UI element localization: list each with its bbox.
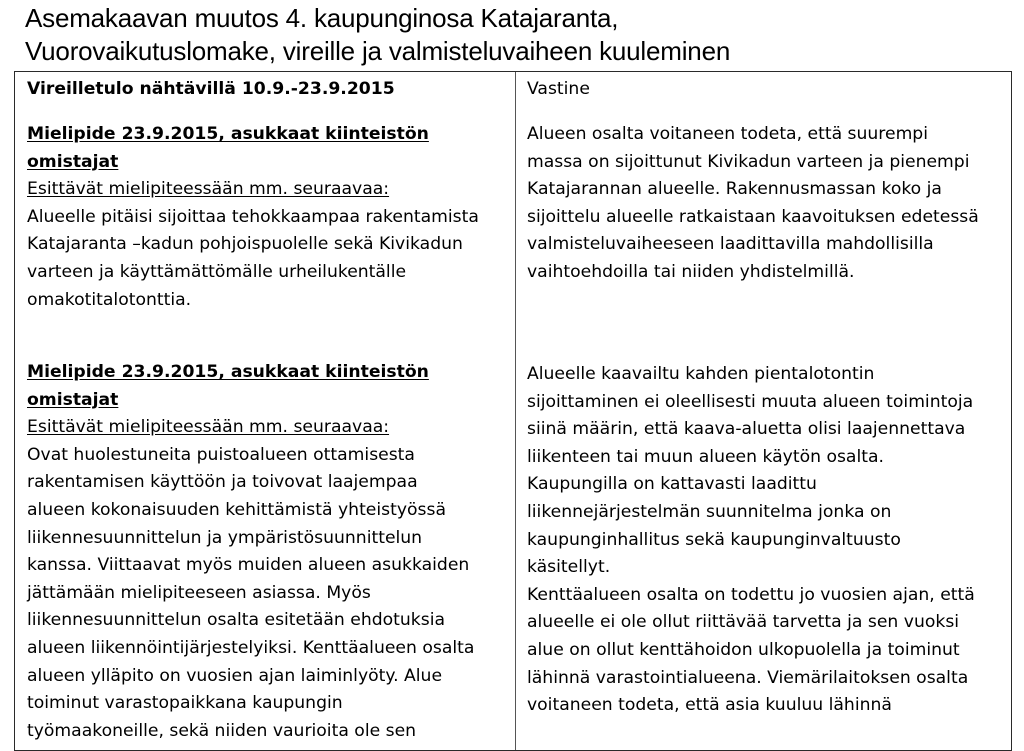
response-entry-2 (527, 361, 1007, 720)
response-text-line: Kenttäalueen osalta on todettu jo vuosien ajan, että (527, 584, 975, 605)
document-title (25, 2, 730, 68)
opinion-text-line: liikennesuunnittelun osalta esitetään ehdotuksia (27, 610, 446, 631)
opinion-text-line: kanssa. Viittaavat myös muiden alueen asukkaiden (27, 555, 470, 576)
response-text-line: sijoittaminen ei oleellisesti muuta alueen toimintoja (527, 391, 974, 412)
response-text-line: massa on sijoittunut Kivikadun varteen ja pienempi (527, 151, 970, 172)
response-text-line: Alueen osalta voitaneen todeta, että suurempi (527, 124, 928, 144)
response-text-line: liikenteen tai muun alueen käytön osalta. (527, 446, 884, 467)
opinion-text-line: alueen ylläpito on vuosien ajan laiminlyöty. Alue (27, 665, 443, 686)
response-text-line: alue on ollut kenttähoidon ulkopuolella ja toiminut (527, 639, 960, 660)
responses-column-header: Vastine (527, 79, 590, 99)
opinion-heading: Mielipide 23.9.2015, asukkaat kiinteistön (27, 362, 429, 382)
opinion-heading: omistajat (27, 389, 119, 410)
response-text-line: Alueelle kaavailtu kahden pientalotontin (527, 364, 875, 384)
opinion-text-line: alueen liikennöintijärjestelyiksi. Kenttäalueen osalta (27, 637, 475, 658)
opinion-text-line: rakentamisen käyttöön ja toivovat laajempaa (27, 472, 418, 493)
opinion-entry-1 (27, 121, 512, 314)
opinion-text-line: Katajaranta –kadun pohjoispuolelle sekä Kivikadun (27, 234, 463, 255)
opinion-heading: Mielipide 23.9.2015, asukkaat kiinteistön (27, 124, 429, 144)
opinion-text-line: varteen ja käyttämättömälle urheilukentälle (27, 261, 407, 282)
opinion-text-line: Alueelle pitäisi sijoittaa tehokkaampaa rakentamista (27, 206, 479, 227)
response-text-line: voitaneen todeta, että asia kuuluu lähinnä (527, 695, 892, 716)
opinion-intro: Esittävät mielipiteessään mm. seuraavaa: (27, 179, 390, 200)
document-title-line-1: Asemakaavan muutos 4. kaupunginosa Katajaranta, (25, 3, 619, 33)
opinions-column-header: Vireilletulo nähtävillä 10.9.-23.9.2015 (27, 79, 395, 99)
response-text-line: Katajarannan alueelle. Rakennusmassan koko ja (527, 179, 942, 200)
opinion-text-line: työmaakoneille, sekä niiden vaurioita ole sen (27, 720, 417, 741)
response-text-line: Kaupungilla on kattavasti laadittu (527, 474, 817, 495)
opinion-text-line: toiminut varastopaikkana kaupungin (27, 693, 343, 714)
response-text-line: valmisteluvaiheeseen laadittavilla mahdollisilla (527, 234, 934, 255)
response-text-line: kaupunginhallitus sekä kaupunginvaltuusto (527, 529, 901, 550)
response-text-line: vaihtoehdoilla tai niiden yhdistelmillä. (527, 261, 855, 282)
document-title-line-2: Vuorovaikutuslomake, vireille ja valmisteluvaiheen kuuleminen (25, 36, 731, 66)
opinion-entry-2 (27, 359, 512, 745)
response-entry-1 (527, 121, 1007, 287)
opinion-text-line: alueen kokonaisuuden kehittämistä yhteistyössä (27, 499, 446, 520)
response-text-line: siinä määrin, että kaava-aluetta olisi laajennettava (527, 419, 966, 440)
response-text-line: sijoittelu alueelle ratkaistaan kaavoituksen edetessä (527, 206, 979, 227)
response-text-line: käsitellyt. (527, 557, 611, 578)
opinion-text-line: omakotitalotonttia. (27, 289, 192, 310)
comments-table (14, 71, 1012, 751)
opinion-text-line: jättämään mielipiteeseen asiassa. Myös (27, 582, 371, 603)
opinion-heading: omistajat (27, 151, 119, 172)
column-divider (515, 72, 516, 750)
response-text-line: liikennejärjestelmän suunnitelma jonka on (527, 501, 892, 522)
opinion-text-line: liikennesuunnittelun ja ympäristösuunnittelun (27, 527, 423, 548)
opinion-intro: Esittävät mielipiteessään mm. seuraavaa: (27, 417, 390, 438)
response-text-line: lähinnä varastointialueena. Viemärilaitoksen osalta (527, 667, 969, 688)
response-text-line: alueelle ei ole ollut riittävää tarvetta ja sen vuoksi (527, 612, 960, 633)
opinion-text-line: Ovat huolestuneita puistoalueen ottamisesta (27, 444, 415, 465)
